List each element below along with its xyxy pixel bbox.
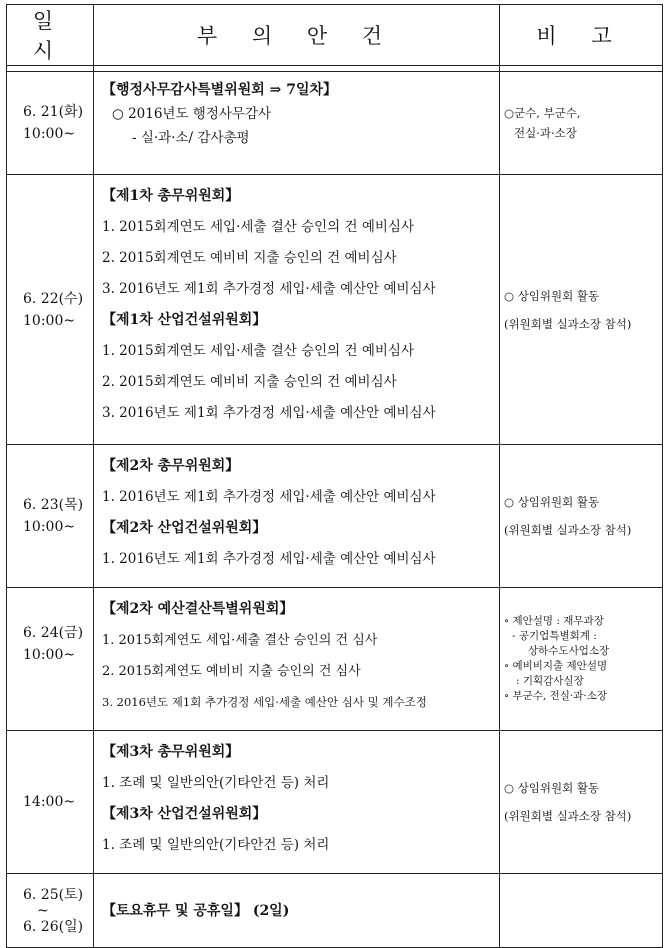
header-date: 일 시 [7,5,94,66]
date-cell [7,445,94,588]
remark-text: ○군수, 부군수, [504,106,581,120]
date-range-mark: ~ [37,902,49,919]
agenda-item: ○ 2016년도 행정사무감사 [112,106,272,122]
header-remarks: 비 고 [500,5,663,66]
remark-text: ○ 상임위원회 활동 [504,781,600,795]
agenda-cell [94,588,500,731]
remark-text: ∘ 제안설명 : 재무과장 [504,615,604,627]
date-cell [7,72,94,175]
agenda-item: 2. 2015회계연도 예비비 지출 승인의 건 심사 [102,664,361,679]
time-text: 10:00~ [23,519,76,535]
agenda-item: 3. 2016년도 제1회 추가경정 세입·세출 예산안 예비심사 [102,405,436,421]
committee-title: 【제2차 예산결산특별위원회】 [102,601,294,617]
date-text: 6. 21(화) [23,104,84,120]
committee-title: 【행정사무감사특별위원회 ⇒ 7일차】 [102,82,338,98]
schedule-row [7,588,663,731]
agenda-item: - 실·과·소/ 감사총평 [132,130,250,146]
remark-text: ∘ 예비비지출 제안설명 [504,660,608,672]
committee-title: 【제3차 산업건설위원회】 [102,806,267,822]
agenda-cell [94,175,500,445]
remark-text: (위원회별 실과소장 참석) [504,316,632,331]
remarks-cell [500,175,663,445]
committee-title: 【제1차 산업건설위원회】 [102,312,267,328]
remark-text: : 기획감사실장 [516,675,584,687]
schedule-row [7,874,663,948]
remarks-cell [500,731,663,874]
date-text: 6. 23(목) [23,497,84,513]
agenda-item: 2. 2015회계연도 예비비 지출 승인의 건 예비심사 [102,374,397,390]
remark-text: ∘ 부군수, 전실·과·소장 [504,690,607,702]
remarks-cell [500,588,663,731]
schedule-row [7,731,663,874]
remarks-cell [500,72,663,175]
agenda-item: 1. 2016년도 제1회 추가경정 세입·세출 예산안 예비심사 [102,489,436,505]
remark-text: 전실·과·소장 [514,126,577,140]
time-text: 14:00~ [23,794,76,810]
agenda-item: 3. 2016년도 제1회 추가경정 세입·세출 예산안 예비심사 [102,281,436,297]
agenda-item: 1. 2016년도 제1회 추가경정 세입·세출 예산안 예비심사 [102,551,436,567]
date-text: 6. 25(토) [23,886,84,903]
time-text: 10:00~ [23,312,76,329]
remark-text: (위원회별 실과소장 참석) [504,523,632,537]
remark-text: ○ 상임위원회 활동 [504,288,600,303]
agenda-item: 1. 2015회계연도 세입·세출 결산 승인의 건 예비심사 [102,343,415,359]
agenda-cell [94,731,500,874]
date-text: 6. 22(수) [23,290,84,307]
remark-text: - 공기업특별회계 : [512,630,597,642]
remark-text: 상하수도사업소장 [528,645,610,657]
agenda-item: 2. 2015회계연도 예비비 지출 승인의 건 예비심사 [102,250,397,266]
header-row [7,5,663,66]
date-text: 6. 26(일) [23,918,84,935]
time-text: 10:00~ [23,126,76,142]
time-text: 10:00~ [23,647,76,663]
agenda-item: 1. 2015회계연도 세입·세출 결산 승인의 건 예비심사 [102,219,415,235]
committee-title: 【제1차 총무위원회】 [102,188,240,204]
schedule-row [7,72,663,175]
date-text: 6. 24(금) [23,625,84,641]
committee-title: 【제3차 총무위원회】 [102,744,240,760]
header-agenda: 부 의 안 건 [94,5,500,66]
agenda-cell [94,72,500,175]
date-cell [7,731,94,874]
remark-text: (위원회별 실과소장 참석) [504,809,632,823]
schedule-row [7,175,663,445]
committee-title: 【제2차 산업건설위원회】 [102,520,267,536]
date-cell [7,175,94,445]
agenda-cell [94,445,500,588]
agenda-item: 1. 조례 및 일반의안(기타안건 등) 처리 [102,837,330,853]
agenda-item: 1. 2015회계연도 세입·세출 결산 승인의 건 심사 [102,633,378,648]
remarks-cell [500,445,663,588]
remark-text: ○ 상임위원회 활동 [504,495,600,509]
committee-title: 【토요휴무 및 공휴일】 (2일) [102,902,290,919]
agenda-item: 1. 조례 및 일반의안(기타안건 등) 처리 [102,775,330,791]
remarks-cell [500,874,663,948]
agenda-item: 3. 2016년도 제1회 추가경정 세입·세출 예산안 심사 및 계수조정 [102,695,427,709]
committee-title: 【제2차 총무위원회】 [102,458,240,474]
date-cell [7,588,94,731]
schedule-row [7,445,663,588]
date-cell [7,874,94,948]
agenda-cell [94,874,500,948]
schedule-table [6,4,663,948]
